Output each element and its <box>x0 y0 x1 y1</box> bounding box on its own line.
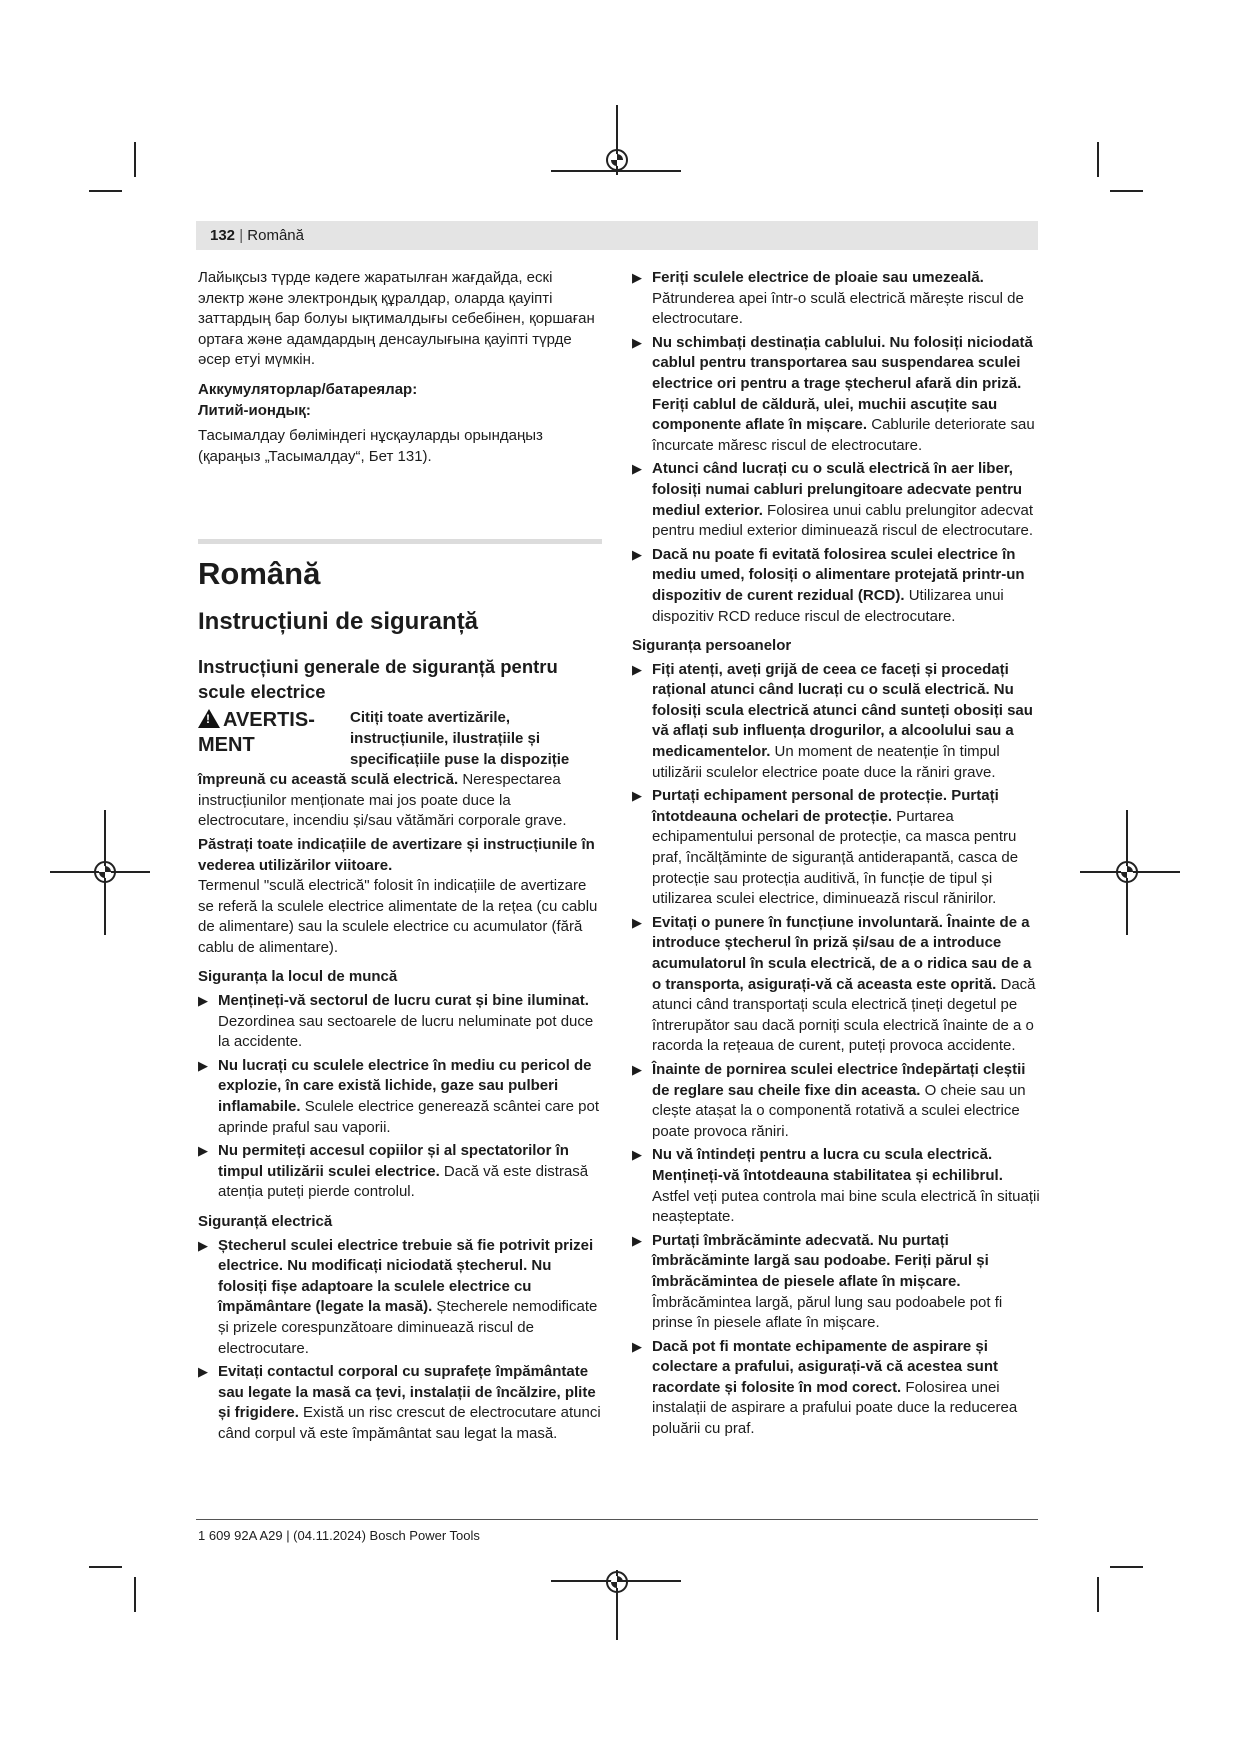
bullet-arrow-icon: ▶ <box>198 993 208 1009</box>
list-item: ▶ Purtați îmbrăcăminte adecvată. Nu purtați îmbrăcăminte largă sau podoabe. Feriți părul și îmbrăcămintea de piesele aflate în mișcare. Îmbrăcămintea largă, părul lung sau podoabele pot fi prinse în piesele aflate în mișcare. <box>632 1231 1003 1332</box>
kazakh-paragraph: Лайықсыз түрде кәдеге жаратылған жағдайда, ескі электр және электрондық құралдар, оларда қауіпті заттардың бар болуы ықтималдығы себебінен, қоршаған ортаға және адамдардың денсаулығына қауіпті түрде әсер етуі мүмкін. <box>198 269 595 369</box>
bullet-arrow-icon: ▶ <box>632 461 642 477</box>
keep-instructions: Păstrați toate indicațiile de avertizare și instrucțiunile în vederea utilizărilor viitoare. <box>198 835 595 874</box>
general-safety-heading: Instrucțiuni generale de siguranță pentru scule electrice <box>198 656 558 703</box>
page-header <box>196 221 1038 250</box>
kazakh-batteries-heading: Аккумуляторлар/батареялар: <box>198 380 418 398</box>
page-footer: 1 609 92A A29 | (04.11.2024) Bosch Power Tools <box>198 1528 480 1543</box>
bullet-arrow-icon: ▶ <box>198 1057 208 1073</box>
list-item: ▶ Nu schimbați destinația cablului. Nu folosiți niciodată cablul pentru transportarea sau suspendarea sculei electrice ori pentru a trage ștecherul afară din priză. Feriți cablul de căldură, ulei, muchii ascuțite sau componente aflate în mișcare. Cablurile deteriorate sau încurcate măresc riscul de electrocutare. <box>632 333 1035 454</box>
bullet-arrow-icon: ▶ <box>632 546 642 562</box>
bullet-arrow-icon: ▶ <box>632 1232 642 1248</box>
list-item: ▶ Ștecherul sculei electrice trebuie să fie potrivit prizei electrice. Nu modificați niciodată ștecherul. Nu folosiți fișe adaptoare la sculele electrice cu împământare (legate la masă). Ștecherele nemodificate și prizele corespunzătoare diminuează riscul de electrocutare. <box>198 1236 598 1357</box>
bullet-arrow-icon: ▶ <box>632 1338 642 1354</box>
list-item: ▶ Înainte de pornirea sculei electrice îndepărtați cleștii de reglare sau cheile fixe din aceasta. O cheie sau un clește atașat la o componentă rotativă a sculei electrice poate provoca răniri. <box>632 1060 1026 1140</box>
list-item: ▶ Nu lucrați cu sculele electrice în mediu cu pericol de explozie, în care există lichide, gaze sau pulberi inflamabile. Sculele electrice generează scântei care pot aprinde praful sau vaporii. <box>198 1056 600 1136</box>
registration-target-icon <box>1116 861 1138 883</box>
bullet-arrow-icon: ▶ <box>632 334 642 350</box>
page-number: 132 <box>210 227 236 244</box>
list-item: ▶ Atunci când lucrați cu o sculă electrică în aer liber, folosiți numai cabluri prelungitoare adecvate pentru mediul exterior. Folosirea unui cablu prelungitor adecvat pentru mediul exterior diminuează riscul de electrocutare. <box>632 460 1034 540</box>
bullet-arrow-icon: ▶ <box>198 1364 208 1380</box>
list-item: ▶ Feriți sculele electrice de ploaie sau umezeală. Pătrunderea apei într-o sculă electrică mărește riscul de electrocutare. <box>632 269 1024 328</box>
electrical-list-right <box>632 268 1040 627</box>
warning-triangle-icon <box>198 709 220 728</box>
crop-mark <box>89 1566 122 1568</box>
list-item: ▶ Evitați o punere în funcțiune involuntară. Înainte de a introduce ștecherul în priză și/sau de a introduce acumulatorul în scula electrică, de a o ridica sau de a o transporta, asigurați-vă că aceasta este oprită. Dacă atunci când transportați scula electrică țineți degetul pe întrerupător sau dacă porniți scula electrică înainte de a o racorda la rețeaua de curent, puteți provoca accidente. <box>632 913 1036 1055</box>
bullet-arrow-icon: ▶ <box>632 661 642 677</box>
crop-mark <box>1110 190 1143 192</box>
personal-safety-heading: Siguranța persoanelor <box>632 637 792 655</box>
crop-mark <box>1097 1577 1099 1612</box>
warning-label-line1: AVERTIS- <box>223 709 315 732</box>
warning-label-line2: MENT <box>198 734 255 757</box>
right-column <box>632 268 1040 1440</box>
work-area-heading: Siguranța la locul de muncă <box>198 968 398 986</box>
section-divider <box>198 539 602 544</box>
list-item: ▶ Fiți atenți, aveți grijă de ceea ce faceți și procedați rațional atunci când lucrați cu o sculă electrică. Nu folosiți scula electrică atunci când sunteți obosiți sau vă aflați sub influența drogurilor, a alcoolului sau a medicamentelor. Un moment de neatenție în timpul utilizării sculelor electrice poate duce la răniri grave. <box>632 660 1033 781</box>
crop-mark <box>1110 1566 1143 1568</box>
crop-mark <box>1097 142 1099 177</box>
header-separator: | <box>239 227 244 244</box>
kazakh-liion-heading: Литий-иондық: <box>198 401 311 419</box>
list-item: ▶ Nu permiteți accesul copiilor și al spectatorilor în timpul utilizării sculei electrice. Dacă vă este distrasă atenția puteți pierde controlul. <box>198 1142 589 1201</box>
warning-read-all: Citiți toate avertizările, instrucțiunile, ilustrațiile și specificațiile puse la dispoziție împreună cu această sculă electrică. <box>198 709 570 789</box>
list-item: ▶ Nu vă întindeți pentru a lucra cu scula electrică. Mențineți-vă întotdeauna stabilitatea și echilibrul. Astfel veți putea controla mai bine scula electrică în situații neașteptate. <box>632 1146 1040 1226</box>
bullet-arrow-icon: ▶ <box>632 914 642 930</box>
electrical-list-left <box>198 1236 602 1445</box>
warning-consequence: Nerespectarea instrucțiunilor menționate mai jos poate duce la electrocutare, incendiu și/sau vătămări corporale grave. <box>198 771 567 830</box>
header-section: Română <box>247 227 304 244</box>
list-item: ▶ Dacă pot fi montate echipamente de aspirare și colectare a prafului, asigurați-vă că acestea sunt racordate și folosite în mod corect. Folosirea unei instalații de aspirare a prafului poate duce la reducerea poluării cu praf. <box>632 1337 1018 1438</box>
bullet-arrow-icon: ▶ <box>632 1061 642 1077</box>
electrical-safety-heading: Siguranță electrică <box>198 1213 333 1230</box>
bullet-arrow-icon: ▶ <box>198 1237 208 1253</box>
crop-mark <box>134 1577 136 1612</box>
crop-mark <box>134 142 136 177</box>
list-item: ▶ Evitați contactul corporal cu suprafețe împământate sau legate la masă ca țevi, instalații de încălzire, plite și frigidere. Există un risc crescut de electrocutare atunci când corpul vă este împământat sau legat la masă. <box>198 1363 601 1442</box>
language-title: Română <box>198 556 321 592</box>
term-definition: Termenul "sculă electrică" folosit în indicațiile de avertizare se referă la sculele electrice alimentate de la rețea (cu cablu de alimentare) sau la sculele electrice cu acumulator (fără cablu de alimentare). <box>198 877 598 956</box>
kazakh-transport-paragraph: Тасымалдау бөліміндегі нұсқауларды орындаңыз (қараңыз „Тасымалдау“, Бет 131). <box>198 427 543 465</box>
left-column <box>198 268 602 1445</box>
registration-target-icon <box>606 149 628 171</box>
registration-target-icon <box>94 861 116 883</box>
bullet-arrow-icon: ▶ <box>632 270 642 285</box>
list-item: ▶ Dacă nu poate fi evitată folosirea sculei electrice în mediu umed, folosiți o alimentare protejată printr-un dispozitiv de curent rezidual (RCD). Utilizarea unui dispozitiv RCD reduce riscul de electrocutare. <box>632 545 1025 625</box>
bullet-arrow-icon: ▶ <box>632 1147 642 1163</box>
work-area-list <box>198 991 602 1203</box>
list-item: ▶ Purtați echipament personal de protecție. Purtați întotdeauna ochelari de protecție. Purtarea echipamentului personal de protecție, ca masca pentru praf, încălțăminte de siguranță antiderapantă, casca de protecție sau protecția auditivă, în funcție de tipul și utilizarea sculei electrice, diminuează riscul rănirilor. <box>632 787 1019 908</box>
warning-block <box>198 708 602 832</box>
list-item: ▶ Mențineți-vă sectorul de lucru curat și bine iluminat. Dezordinea sau sectoarele de lucru neluminate pot duce la accidente. <box>198 992 594 1051</box>
bullet-arrow-icon: ▶ <box>198 1143 208 1159</box>
safety-heading: Instrucțiuni de siguranță <box>198 608 479 636</box>
footer-rule <box>196 1519 1038 1520</box>
bullet-arrow-icon: ▶ <box>632 788 642 804</box>
registration-target-icon <box>606 1571 628 1593</box>
crop-mark <box>89 190 122 192</box>
warning-label <box>198 708 350 758</box>
personal-safety-list <box>632 660 1040 1440</box>
